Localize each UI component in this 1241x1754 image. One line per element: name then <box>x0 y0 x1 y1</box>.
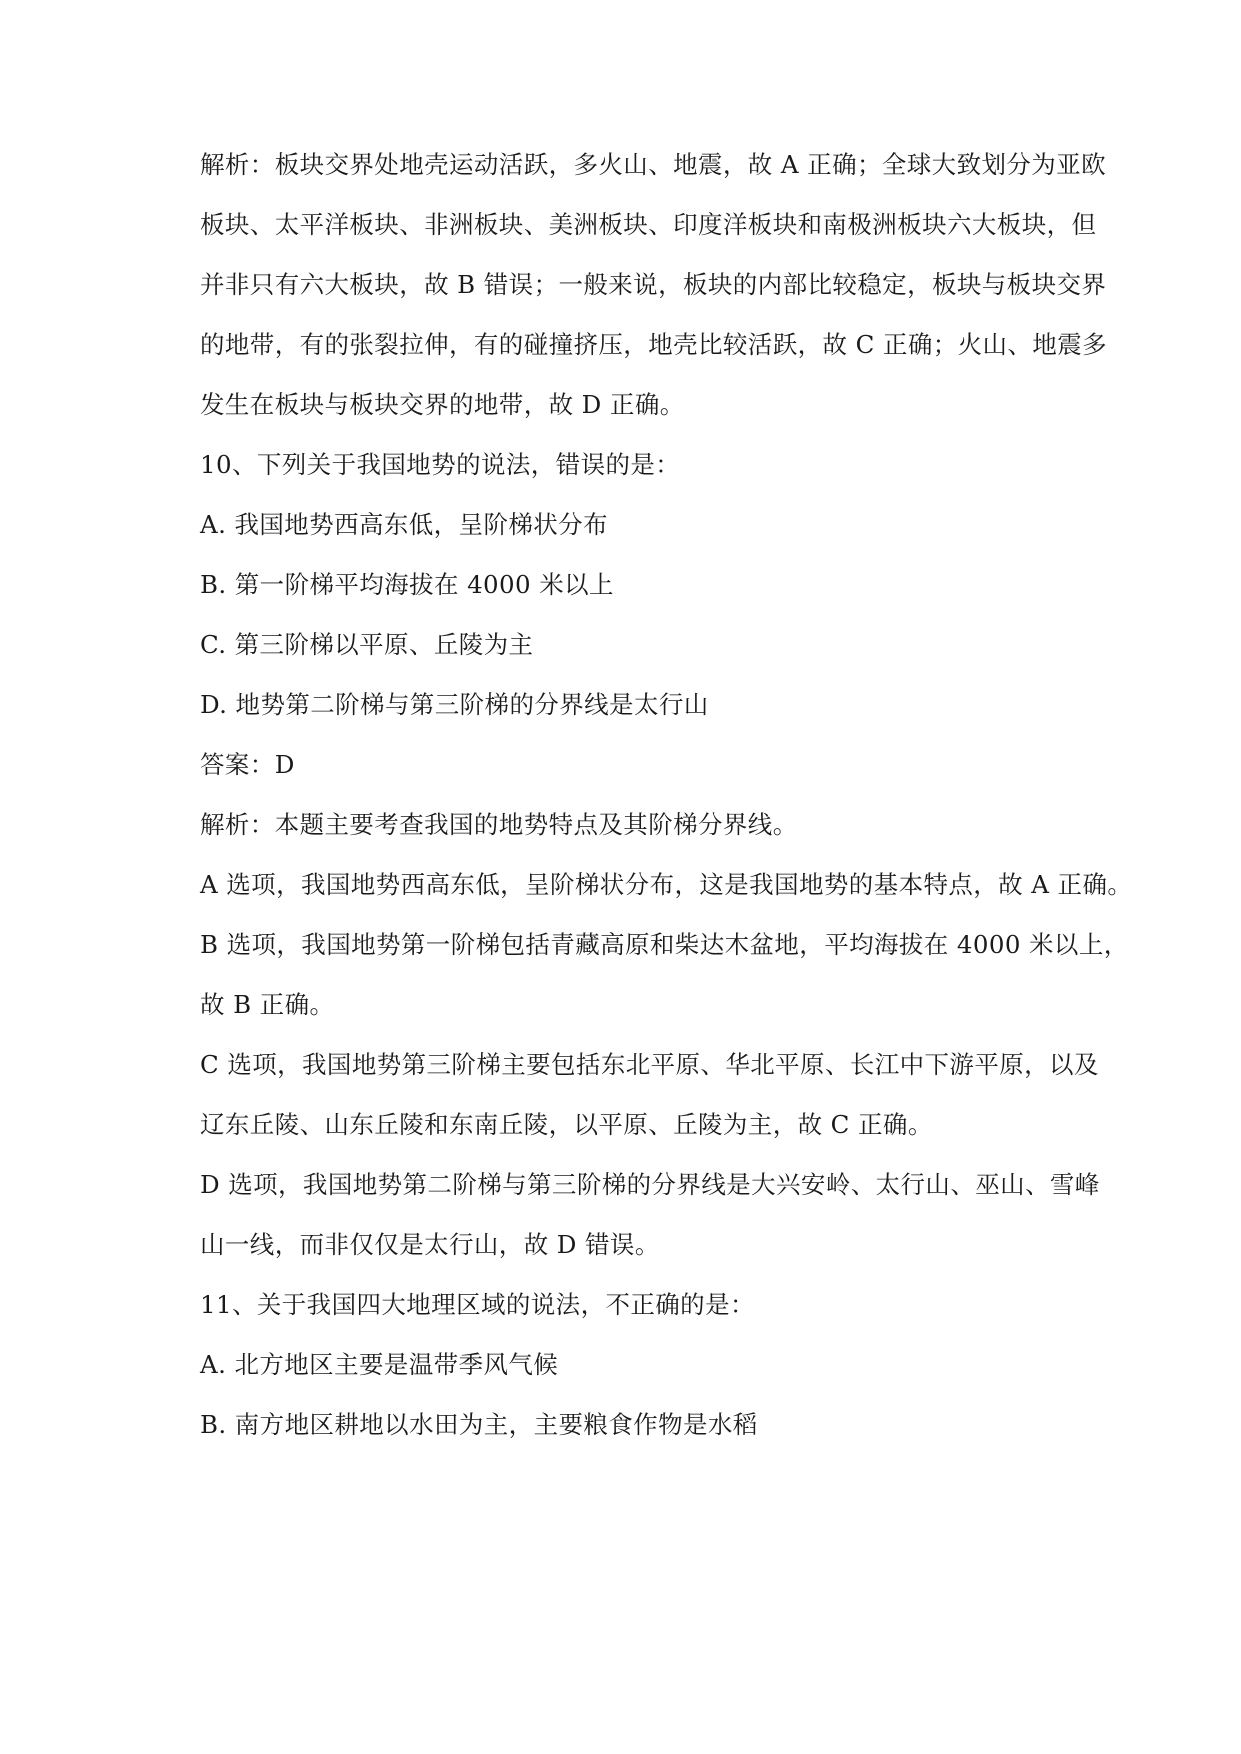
explanation-10-option-d-line-2: 山一线，而非仅仅是太行山，故 D 错误。 <box>200 1230 660 1259</box>
explanation-10-intro: 解析：本题主要考查我国的地势特点及其阶梯分界线。 <box>200 810 798 839</box>
explanation-9-line-3: 并非只有六大板块，故 B 错误；一般来说，板块的内部比较稳定，板块与板块交界 <box>200 270 1107 299</box>
question-11: 11、关于我国四大地理区域的说法，不正确的是： <box>200 1290 755 1319</box>
question-10-option-a: A. 我国地势西高东低，呈阶梯状分布 <box>200 510 608 539</box>
explanation-10-option-d-line-1: D 选项，我国地势第二阶梯与第三阶梯的分界线是大兴安岭、太行山、巫山、雪峰 <box>200 1170 1100 1199</box>
explanation-9-line-1: 解析：板块交界处地壳运动活跃，多火山、地震，故 A 正确；全球大致划分为亚欧 <box>200 150 1106 179</box>
explanation-10-option-c-line-2: 辽东丘陵、山东丘陵和东南丘陵，以平原、丘陵为主，故 C 正确。 <box>200 1110 933 1139</box>
question-11-option-a: A. 北方地区主要是温带季风气候 <box>200 1350 559 1379</box>
explanation-9-line-5: 发生在板块与板块交界的地带，故 D 正确。 <box>200 390 685 419</box>
explanation-9-line-4: 的地带，有的张裂拉伸，有的碰撞挤压，地壳比较活跃，故 C 正确；火山、地震多 <box>200 330 1108 359</box>
explanation-10-option-b-line-1: B 选项，我国地势第一阶梯包括青藏高原和柴达木盆地，平均海拔在 4000 米以上， <box>200 930 1129 959</box>
question-10: 10、下列关于我国地势的说法，错误的是： <box>200 450 681 479</box>
question-10-option-b: B. 第一阶梯平均海拔在 4000 米以上 <box>200 570 614 599</box>
explanation-9-line-2: 板块、太平洋板块、非洲板块、美洲板块、印度洋板块和南极洲板块六大板块，但 <box>200 210 1097 239</box>
question-11-option-b: B. 南方地区耕地以水田为主，主要粮食作物是水稻 <box>200 1410 758 1439</box>
answer-10: 答案：D <box>200 750 295 779</box>
question-10-option-d: D. 地势第二阶梯与第三阶梯的分界线是太行山 <box>200 690 709 719</box>
explanation-10-option-b-line-2: 故 B 正确。 <box>200 990 335 1019</box>
question-10-option-c: C. 第三阶梯以平原、丘陵为主 <box>200 630 534 659</box>
explanation-10-option-c-line-1: C 选项，我国地势第三阶梯主要包括东北平原、华北平原、长江中下游平原，以及 <box>200 1050 1099 1079</box>
explanation-10-option-a: A 选项，我国地势西高东低，呈阶梯状分布，这是我国地势的基本特点，故 A 正确。 <box>200 870 1133 899</box>
